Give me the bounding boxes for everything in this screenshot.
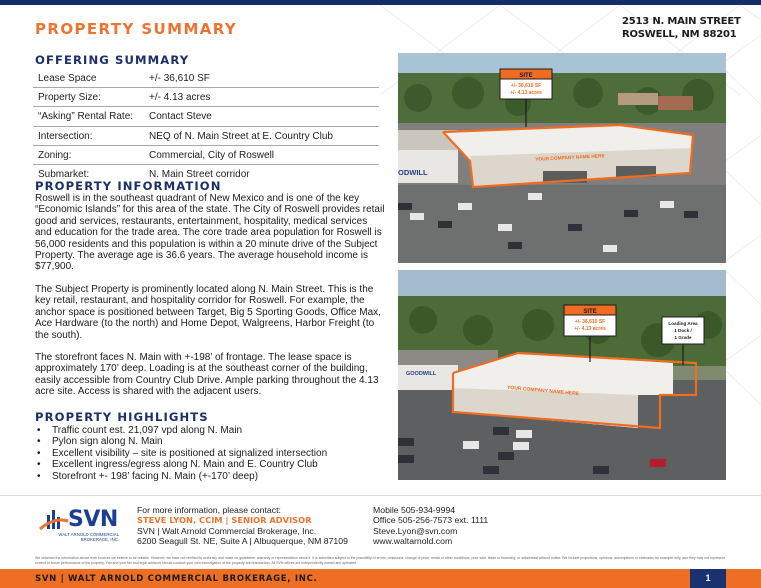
- loading-area-label: Loading Area: [668, 321, 698, 326]
- contact-block: [137, 505, 348, 547]
- contact-intro: For more information, please contact:: [137, 505, 281, 515]
- table-row: [33, 107, 379, 126]
- row-value: Contact Steve: [149, 111, 212, 123]
- offering-summary-heading: OFFERING SUMMARY: [35, 53, 190, 67]
- row-value: +/- 36,610 SF: [149, 73, 210, 84]
- table-row: [33, 88, 379, 107]
- list-item: [35, 459, 385, 470]
- email-link[interactable]: Steve.Lyon@svn.com: [373, 525, 458, 536]
- info-paragraph-1: Roswell is in the southeast quadrant of New Mexico and is one of the key “Economic Islands” for this area of the state. The City of Roswell provides retail good and services, restaurants, entertainment, hospitality, medical services and education for the trade area. The core trade area population for Roswell is 56,000 residents and this population is within a 20 minute drive of the Subject Property. The average age is 36.6 years. The average household income is $77,900.: [35, 193, 385, 273]
- table-row: [33, 146, 379, 165]
- storefront-placeholder-text: YOUR COMPANY NAME HERE: [535, 154, 605, 163]
- footer-divider: [0, 495, 761, 496]
- row-value: N. Main Street corridor: [149, 168, 250, 180]
- svn-logo: [38, 507, 118, 545]
- logo-subtitle: WALT ARNOLD COMMERCIAL BROKERAGE, INC.: [58, 532, 119, 542]
- address-line-1: 2513 N. MAIN STREET: [622, 16, 741, 27]
- list-item: [35, 448, 385, 459]
- bullet-icon: •: [37, 447, 41, 459]
- row-label: Lease Space: [38, 73, 97, 84]
- storefront-placeholder-text: YOUR COMPANY NAME HERE: [506, 384, 580, 398]
- row-value: Commercial, City of Roswell: [149, 149, 275, 161]
- company-address: 6200 Seagull St. NE, Suite A | Albuquerque, NM 87109: [137, 536, 348, 547]
- aerial-photo-2: [398, 270, 726, 480]
- highlight-text: Storefront +- 198’ facing N. Main (+-170’ deep): [52, 470, 259, 482]
- legal-disclaimer: We obtained the information above from sources we believe to be reliable. However, we have not verified its accuracy and make no guarantee, warranty or representation about it. It is submitted subject to the possibility of errors, omissions, change of price, rental or other conditions, prior sale, lease or financing, or withdrawal without notice. We include projections, opinions, assumptions or estimates for example only, and they may not represent current or future performance of the property. You and your tax and legal advisors should conduct your own investigation of the property and transaction. All SVN offices are independently owned and operated.: [35, 556, 725, 565]
- site-label: SITE: [583, 309, 597, 315]
- offering-summary-table: [33, 69, 379, 184]
- row-label: Property Size:: [38, 92, 101, 104]
- row-label: Submarket:: [38, 168, 90, 180]
- row-label: Intersection:: [38, 130, 93, 142]
- highlight-text: Pylon sign along N. Main: [52, 436, 163, 448]
- table-row: [33, 69, 379, 88]
- contact-name: STEVE LYON, CCIM | SENIOR ADVISOR: [137, 515, 312, 526]
- contact-details: [373, 505, 488, 547]
- company-name: SVN | Walt Arnold Commercial Brokerage, Inc.: [137, 525, 317, 536]
- aerial-photo-1: [398, 53, 726, 263]
- site-label: SITE: [519, 73, 533, 79]
- logo-wordmark: SVN: [68, 507, 118, 532]
- property-information-heading: PROPERTY INFORMATION: [35, 179, 222, 193]
- footer-company-name: SVN | WALT ARNOLD COMMERCIAL BROKERAGE, INC.: [35, 574, 318, 584]
- page-title: PROPERTY SUMMARY: [35, 20, 238, 38]
- site-area: +/- 36,610 SF: [574, 319, 606, 325]
- site-acres: +/- 4.13 acres: [510, 90, 542, 96]
- highlight-text: Excellent visibility – site is positioned at signalized intersection: [52, 447, 328, 459]
- mobile-phone[interactable]: Mobile 505-934-9994: [373, 505, 456, 515]
- loading-grade-count: 1 Grade: [674, 335, 692, 340]
- row-value: +/- 4.13 acres: [149, 92, 211, 104]
- property-highlights-heading: PROPERTY HIGHLIGHTS: [35, 410, 209, 424]
- page-number: 1: [690, 569, 726, 588]
- property-address: [622, 15, 741, 41]
- skyline-icon: [38, 507, 70, 533]
- site-area: +/- 36,610 SF: [510, 83, 542, 89]
- info-paragraph-2: The Subject Property is prominently located along N. Main Street. This is the key retail, restaurant, and hospitality corridor for Roswell. For example, the anchor space is positioned between Target, Big 5 Sporting Goods, Office Max, Ace Hardware (to the north) and Home Depot, Walgreens, Harbor Freight (to the south).: [35, 284, 381, 341]
- bullet-icon: •: [37, 459, 41, 471]
- highlights-list: [35, 425, 385, 482]
- goodwill-sign: ODWILL: [398, 168, 428, 177]
- bullet-icon: •: [37, 425, 41, 436]
- bullet-icon: •: [37, 436, 41, 448]
- table-row: [33, 127, 379, 146]
- office-phone[interactable]: Office 505-256-7573 ext. 1111: [373, 515, 489, 526]
- goodwill-sign: GOODWILL: [406, 371, 437, 377]
- highlight-text: Traffic count est. 21,097 vpd along N. Main: [52, 425, 243, 436]
- row-label: Zoning:: [38, 149, 72, 161]
- row-label: “Asking” Rental Rate:: [38, 111, 134, 123]
- list-item: [35, 425, 385, 436]
- list-item: [35, 436, 385, 447]
- site-acres: +/- 4.13 acres: [574, 326, 606, 332]
- row-value: NEQ of N. Main Street at E. Country Club: [149, 130, 333, 142]
- address-line-2: ROSWELL, NM 88201: [622, 29, 737, 40]
- website-link[interactable]: www.waltarnold.com: [373, 536, 453, 547]
- bullet-icon: •: [37, 470, 41, 482]
- highlight-text: Excellent ingress/egress along N. Main and E. Country Club: [52, 459, 318, 471]
- loading-dock-count: 1 Dock /: [674, 328, 692, 333]
- info-paragraph-3: The storefront faces N. Main with +-198’ of frontage. The lease space is approximately 170’ deep. Loading is at the southeast corner of the building, easily accessible from Country Club Drive. Ample parking throughout the 4.13 acre site. Access is shared with the adjacent users.: [35, 352, 379, 398]
- list-item: [35, 471, 385, 482]
